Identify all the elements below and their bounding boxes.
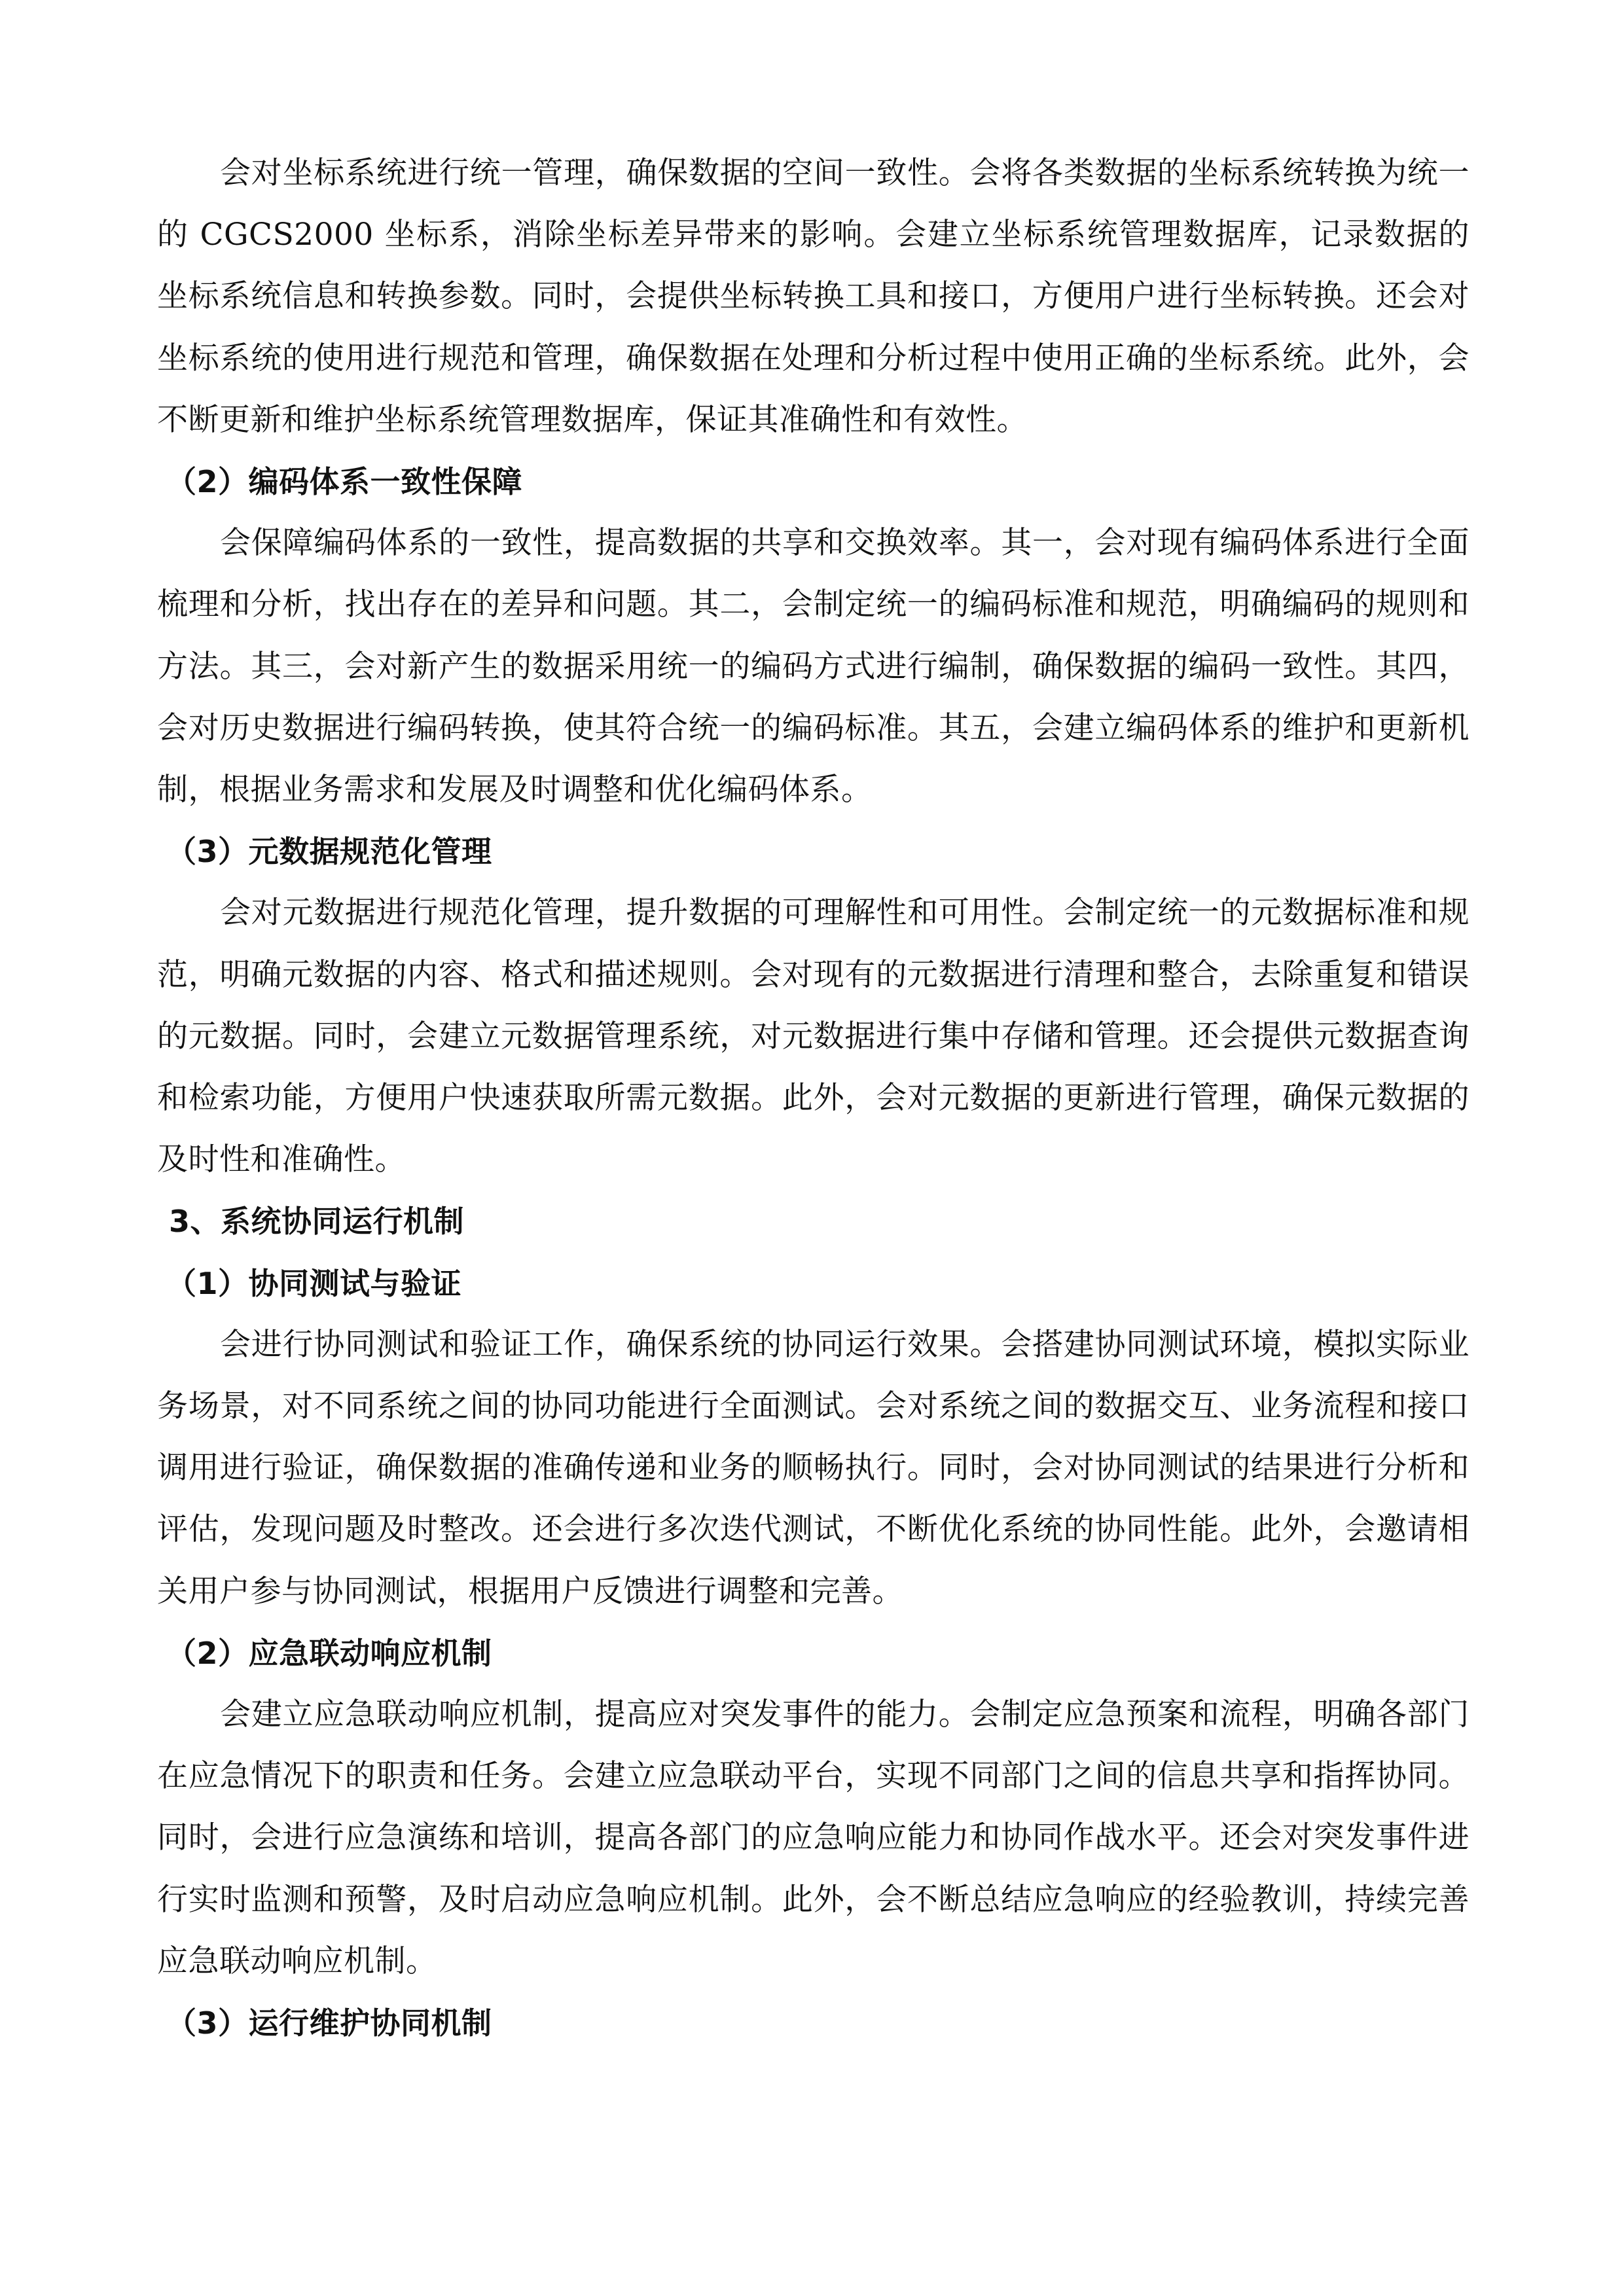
paragraph-coding-consistency: 会保障编码体系的一致性，提高数据的共享和交换效率。其一，会对现有编码体系进行全面梳理和分析，找出存在的差异和问题。其二，会制定统一的编码标准和规范，明确编码的规则和方法。其三，会对新产生的数据采用统一的编码方式进行编制，确保数据的编码一致性。其四，会对历史数据进行编码转换，使其符合统一的编码标准。其五，会建立编码体系的维护和更新机制，根据业务需求和发展及时调整和优化编码体系。 <box>157 525 1470 808</box>
paragraph-coordinate-system: 会对坐标系统进行统一管理，确保数据的空间一致性。会将各类数据的坐标系统转换为统一的 CGCS2000 坐标系，消除坐标差异带来的影响。会建立坐标系统管理数据库，记录数据的坐标系统信息和转换参数。同时，会提供坐标转换工具和接口，方便用户进行坐标转换。还会对坐标系统的使用进行规范和管理，确保数据在处理和分析过程中使用正确的坐标系统。此外，会不断更新和维护坐标系统管理数据库，保证其准确性和有效性。 <box>157 155 1470 438</box>
heading-collaborative-testing: （1）协同测试与验证 <box>166 1265 462 1301</box>
heading-emergency-response: （2）应急联动响应机制 <box>166 1635 492 1671</box>
document-body <box>157 143 1470 2054</box>
paragraph-emergency-response: 会建立应急联动响应机制，提高应对突发事件的能力。会制定应急预案和流程，明确各部门在应急情况下的职责和任务。会建立应急联动平台，实现不同部门之间的信息共享和指挥协同。同时，会进行应急演练和培训，提高各部门的应急响应能力和协同作战水平。还会对突发事件进行实时监测和预警，及时启动应急响应机制。此外，会不断总结应急响应的经验教训，持续完善应急联动响应机制。 <box>157 1696 1470 1979</box>
heading-metadata-management: （3）元数据规范化管理 <box>166 834 492 870</box>
paragraph-collaborative-testing: 会进行协同测试和验证工作，确保系统的协同运行效果。会搭建协同测试环境，模拟实际业务场景，对不同系统之间的协同功能进行全面测试。会对系统之间的数据交互、业务流程和接口调用进行验证，确保数据的准确传递和业务的顺畅执行。同时，会对协同测试的结果进行分析和评估，发现问题及时整改。还会进行多次迭代测试，不断优化系统的协同性能。此外，会邀请相关用户参与协同测试，根据用户反馈进行调整和完善。 <box>157 1326 1470 1609</box>
heading-maintenance-collaboration: （3）运行维护协同机制 <box>166 2005 492 2041</box>
section-heading-collaboration: 3、系统协同运行机制 <box>169 1204 465 1240</box>
heading-coding-consistency: （2）编码体系一致性保障 <box>166 464 523 500</box>
paragraph-metadata-management: 会对元数据进行规范化管理，提升数据的可理解性和可用性。会制定统一的元数据标准和规范，明确元数据的内容、格式和描述规则。会对现有的元数据进行清理和整合，去除重复和错误的元数据。同时，会建立元数据管理系统，对元数据进行集中存储和管理。还会提供元数据查询和检索功能，方便用户快速获取所需元数据。此外，会对元数据的更新进行管理，确保元数据的及时性和准确性。 <box>157 895 1470 1178</box>
